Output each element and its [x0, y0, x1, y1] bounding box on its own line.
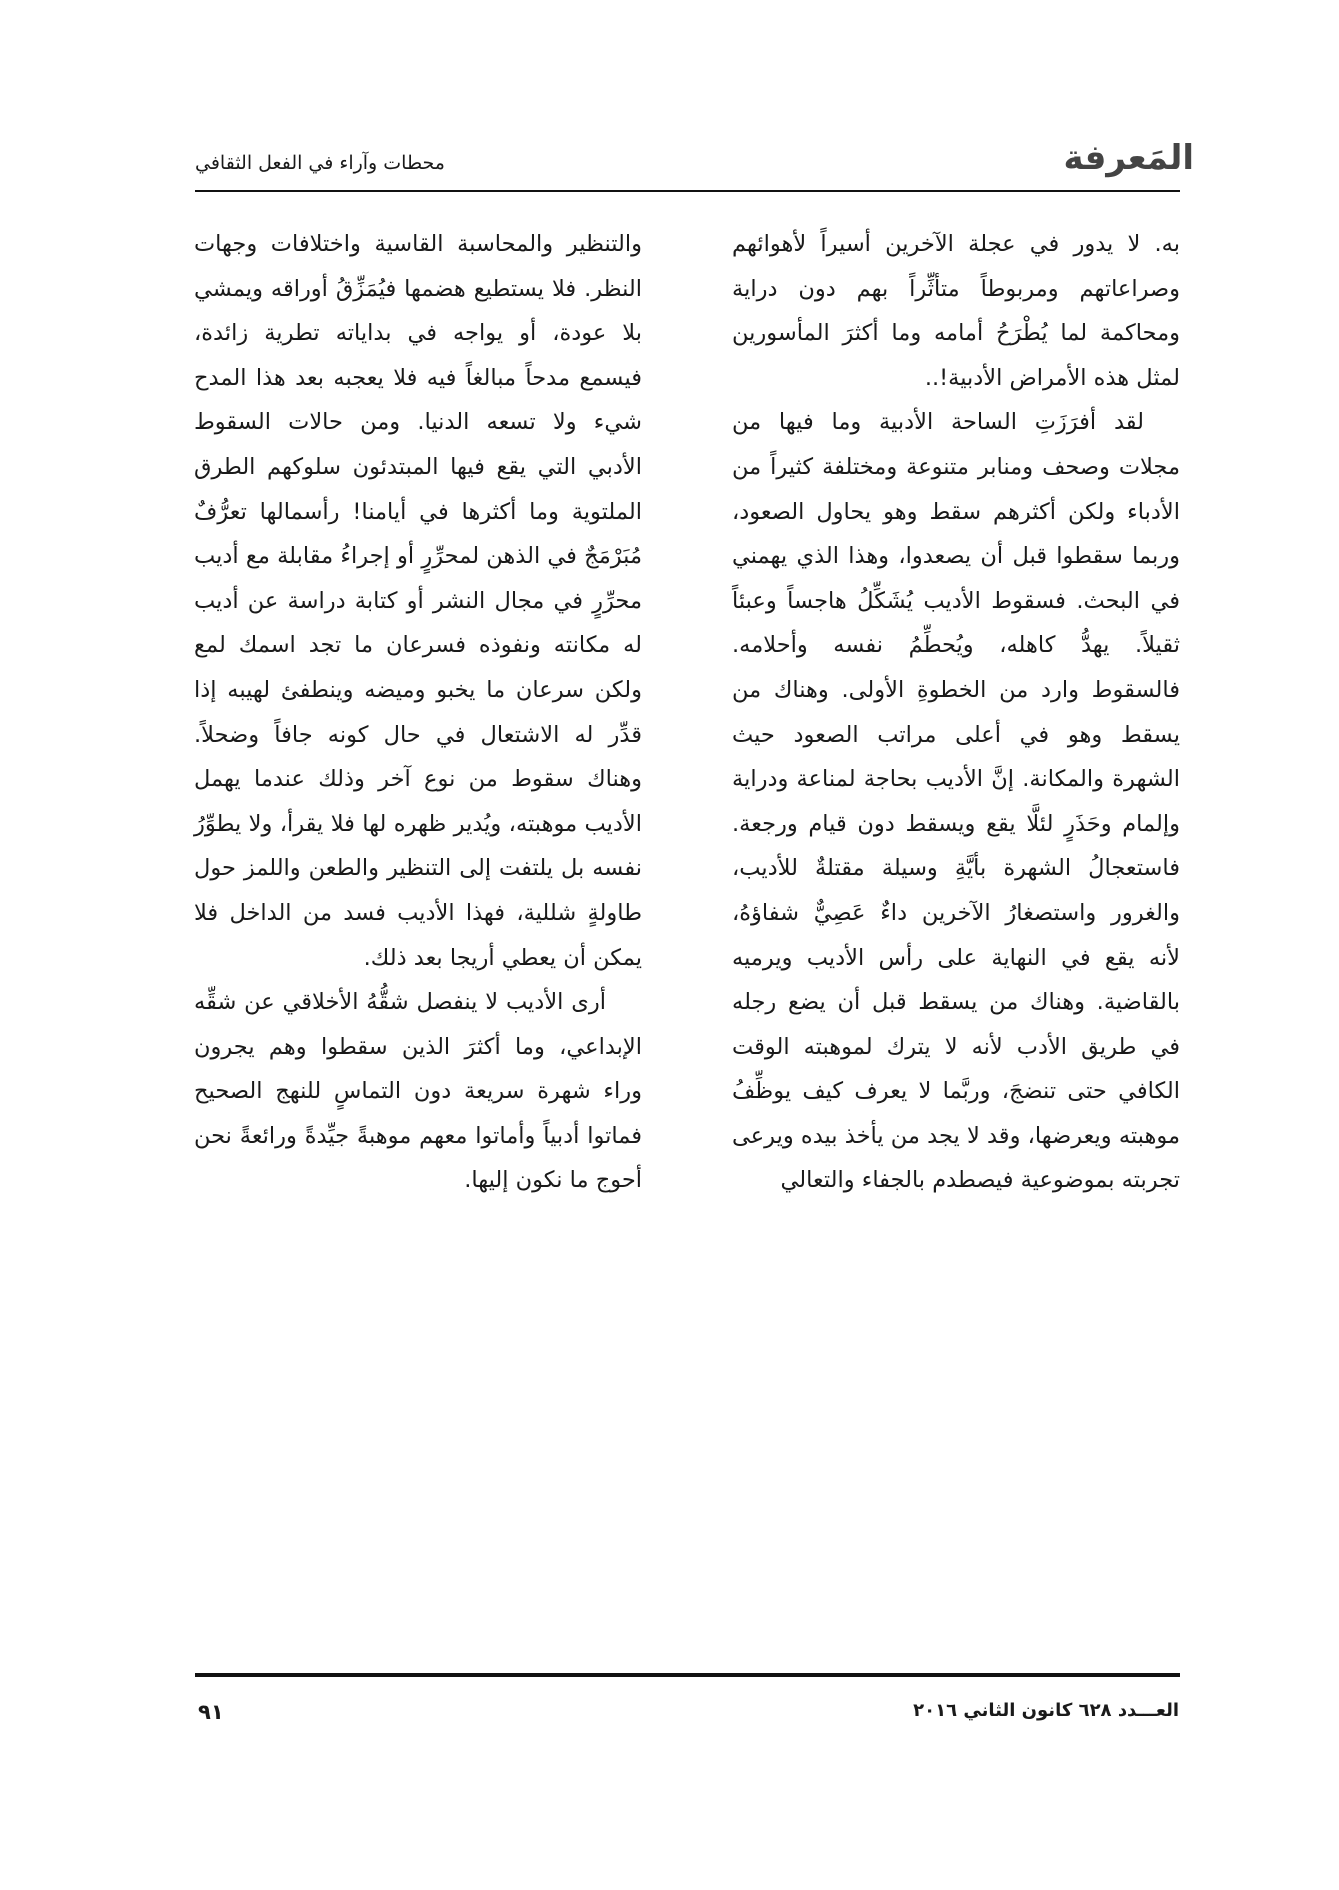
text-column-left — [194, 222, 642, 1203]
issue-info: العـــدد ٦٢٨ كانون الثاني ٢٠١٦ — [913, 1700, 1179, 1721]
page-number: ٩١ — [198, 1700, 224, 1724]
text-column-right — [732, 222, 1180, 1203]
footer-rule — [195, 1673, 1180, 1677]
paragraph: أرى الأديب لا ينفصل شقُّهُ الأخلاقي عن شقِّه الإبداعي، وما أكثرَ الذين سقطوا وهم يجرون وراء شهرة سريعة دون التماسٍ للنهج الصحيح فماتوا أدبياً وأماتوا معهم موهبةً جيِّدةً ورائعةً نحن أحوج ما نكون إليها. — [194, 989, 642, 1194]
section-title: محطات وآراء في الفعل الثقافي — [195, 152, 445, 174]
paragraph: والتنظير والمحاسبة القاسية واختلافات وجهات النظر. فلا يستطيع هضمها فيُمَزِّقُ أوراقه ويمشي بلا عودة، أو يواجه في بداياته تطرية زائدة، فيسمع مدحاً مبالغاً فيه فلا يعجبه بعد هذا المدح شيء ولا تسعه الدنيا. ومن حالات السقوط الأدبي التي يقع فيها المبتدئون سلوكهم الطرق الملتوية وما أكثرها في أيامنا! رأسمالها تعرُّفٌ مُبَرْمَجٌ في الذهن لمحرِّرٍ أو إجراءُ مقابلة مع أديب محرِّرٍ في مجال النشر أو كتابة دراسة عن أديب له مكانته ونفوذه فسرعان ما تجد اسمك لمع ولكن سرعان ما يخبو وميضه وينطفئ لهيبه إذا قدِّر له الاشتعال في حال كونه جافاً وضحلاً. وهناك سقوط من نوع آخر وذلك عندما يهمل الأديب موهبته، ويُدير ظهره لها فلا يقرأ، ولا يطوِّرُ نفسه بل يلتفت إلى التنظير والطعن واللمز حول طاولةٍ شللية، فهذا الأديب فسد من الداخل فلا يمكن أن يعطي أريجا بعد ذلك. — [194, 231, 642, 971]
magazine-logo: المَعرفة — [1063, 138, 1194, 178]
header-rule — [195, 190, 1180, 192]
paragraph: به. لا يدور في عجلة الآخرين أسيراً لأهوائهم وصراعاتهم ومربوطاً متأثِّراً بهم دون دراية ومحاكمة لما يُطْرَحُ أمامه وما أكثرَ المأسورين لمثل هذه الأمراض الأدبية!.. — [732, 231, 1180, 391]
paragraph: لقد أفرَزَتِ الساحة الأدبية وما فيها من مجلات وصحف ومنابر متنوعة ومختلفة كثيراً من الأدباء ولكن أكثرهم سقط وهو يحاول الصعود، وربما سقطوا قبل أن يصعدوا، وهذا الذي يهمني في البحث. فسقوط الأديب يُشَكِّلُ هاجساً وعبئاً ثقيلاً. يهدُّ كاهله، ويُحطِّمُ نفسه وأحلامه. فالسقوط وارد من الخطوةِ الأولى. وهناك من يسقط وهو في أعلى مراتب الصعود حيث الشهرة والمكانة. إنَّ الأديب بحاجة لمناعة ودراية وإلمام وحَذَرٍ لئلَّا يقع ويسقط دون قيام ورجعة. فاستعجالُ الشهرة بأيَّةِ وسيلة مقتلةٌ للأديب، والغرور واستصغارُ الآخرين داءٌ عَصِيٌّ شفاؤهُ، لأنه يقع في النهاية على رأس الأديب ويرميه بالقاضية. وهناك من يسقط قبل أن يضع رجله في طريق الأدب لأنه لا يترك لموهبته الوقت الكافي حتى تنضجَ، وربَّما لا يعرف كيف يوظِّفُ موهبته ويعرضها، وقد لا يجد من يأخذ بيده ويرعى تجربته بموضوعية فيصطدم بالجفاء والتعالي — [732, 409, 1180, 1194]
